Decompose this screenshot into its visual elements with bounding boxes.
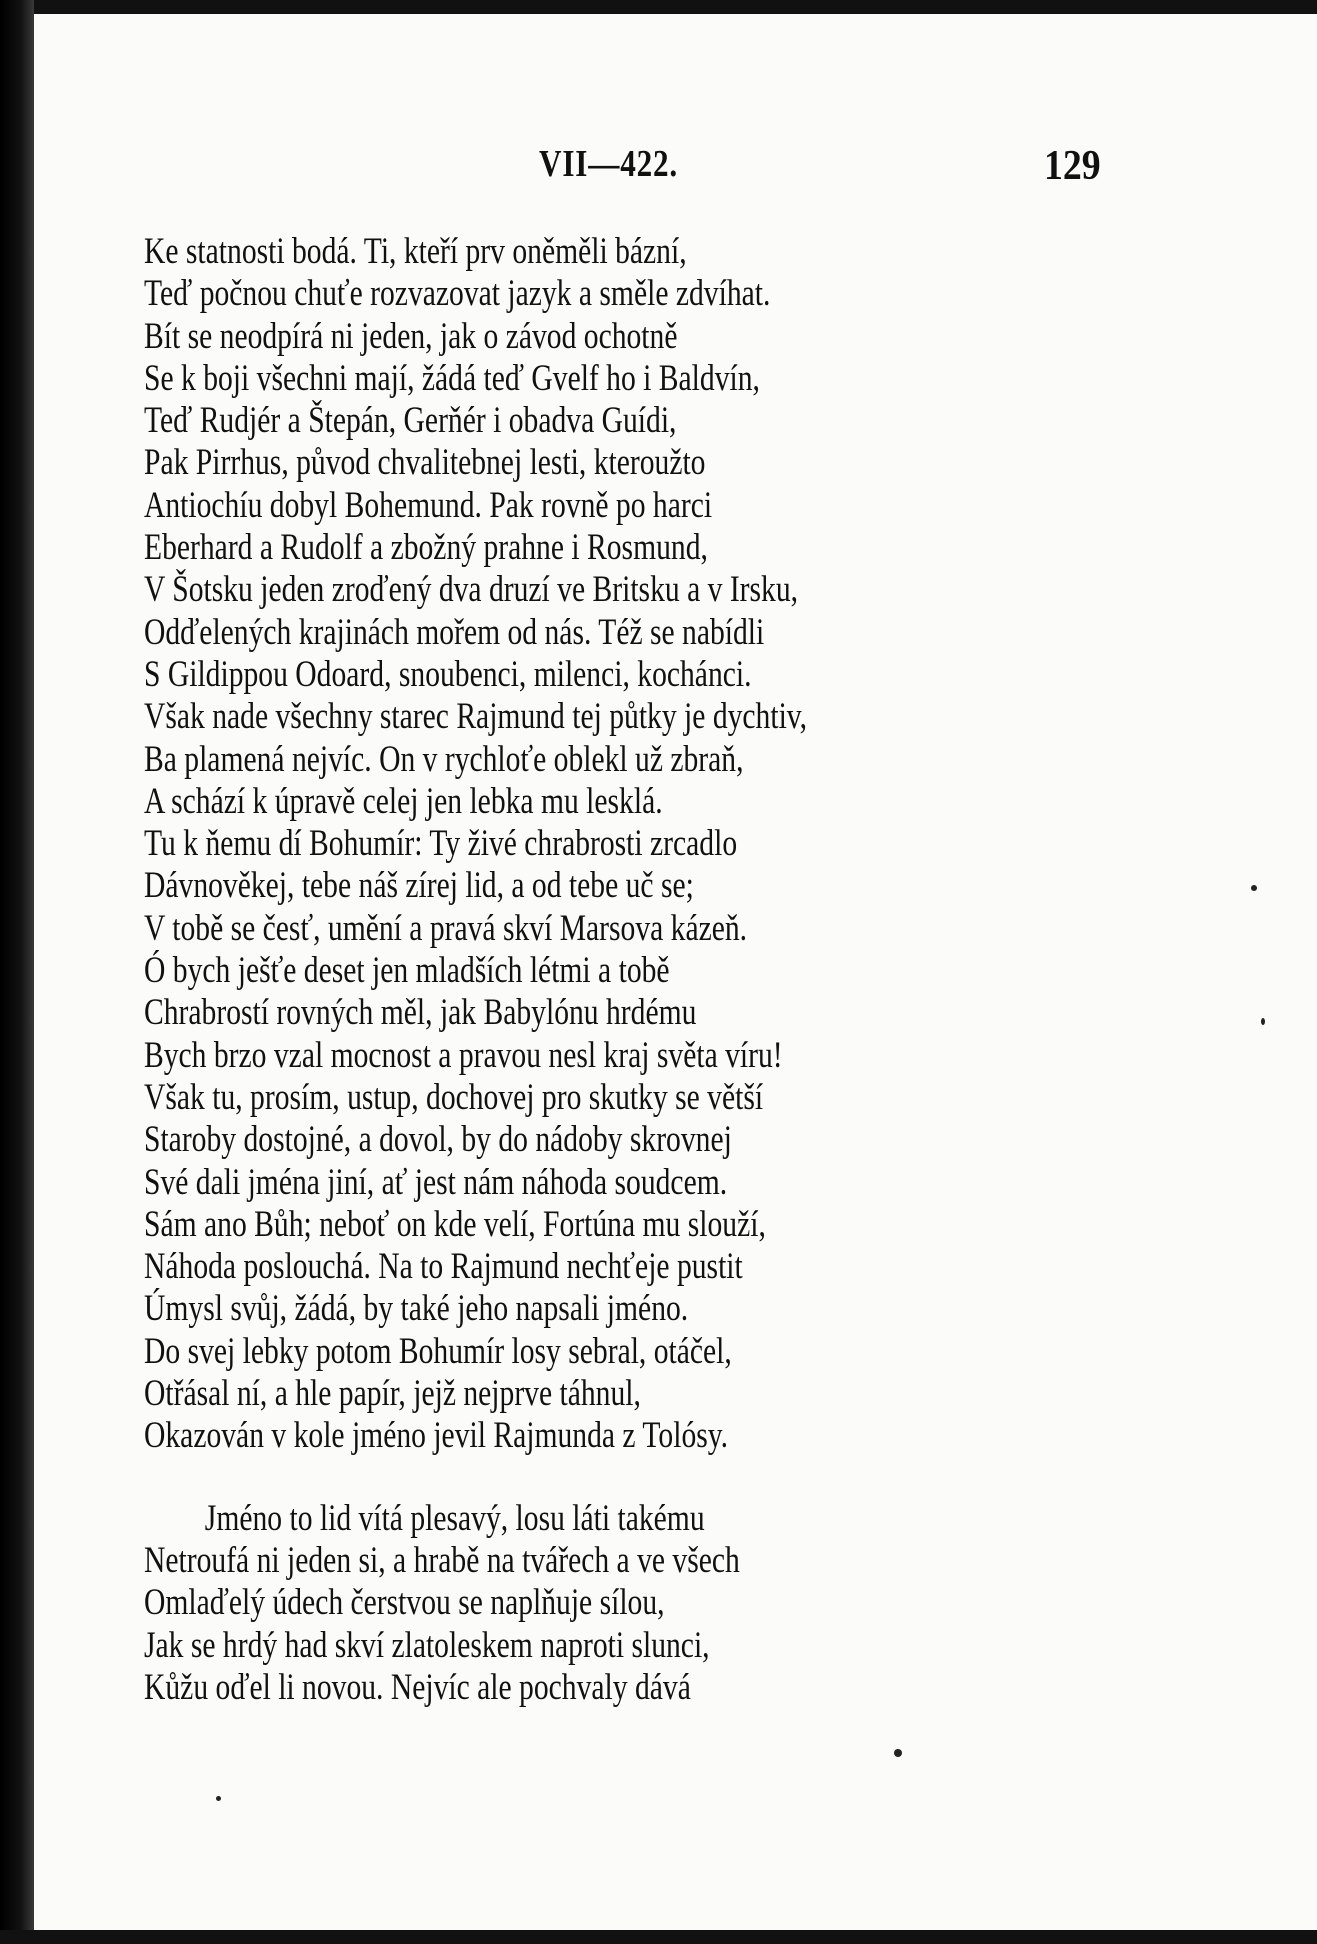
verse-line: Ó bych ješťe deset jen mladších létmi a tobě xyxy=(144,950,670,992)
verse-line: Tu k ňemu dí Bohumír: Ty živé chrabrosti zrcadlo xyxy=(144,823,738,865)
verse-line: A schází k úpravě celej jen lebka mu lesklá. xyxy=(144,780,663,822)
verse-line: Své dali jména jiní, ať jest nám náhoda soudcem. xyxy=(144,1161,728,1203)
verse-line: Úmysl svůj, žádá, by také jeho napsali jméno. xyxy=(144,1288,689,1330)
verse-line: Bych brzo vzal mocnost a pravou nesl kraj světa víru! xyxy=(144,1034,783,1076)
ink-speck xyxy=(216,1796,221,1801)
verse-line: Staroby dostojné, a dovol, by do nádoby skrovnej xyxy=(144,1119,732,1161)
verse-line: Teď Rudjér a Štepán, Gerňér i obadva Guídi, xyxy=(144,400,677,442)
verse-line: V Šotsku jeden zroďený dva druzí ve Britsku a v Irsku, xyxy=(144,569,799,611)
verse-line: Ba plamená nejvíc. On v rychloťe oblekl už zbraň, xyxy=(144,738,744,780)
verse-line: Otřásal ní, a hle papír, jejž nejprve táhnul, xyxy=(144,1373,641,1415)
book-page xyxy=(34,14,1317,1930)
verse-body xyxy=(144,231,1194,1709)
verse-line: Jak se hrdý had skví zlatoleskem naproti slunci, xyxy=(144,1624,710,1666)
ink-speck xyxy=(894,1749,902,1757)
verse-line: Teď počnou chuťe rozvazovat jazyk a směle zdvíhat. xyxy=(144,273,771,315)
verse-line: Kůžu oďel li novou. Nejvíc ale pochvaly dává xyxy=(144,1666,691,1708)
stanza xyxy=(144,1498,1194,1709)
verse-line: Eberhard a Rudolf a zbožný prahne i Rosmund, xyxy=(144,527,708,569)
verse-line: Okazován v kole jméno jevil Rajmunda z Tolósy. xyxy=(144,1415,729,1457)
verse-line: Ke statnosti bodá. Ti, kteří prv oněměli bázní, xyxy=(144,231,687,272)
verse-line: Náhoda poslouchá. Na to Rajmund nechťeje pustit xyxy=(144,1246,743,1288)
verse-line: Se k boji všechni mají, žádá teď Gvelf ho i Baldvín, xyxy=(144,357,760,399)
stanza xyxy=(144,231,1194,1458)
ink-speck xyxy=(1261,1018,1265,1025)
verse-line: Dávnověkej, tebe náš zírej lid, a od tebe uč se; xyxy=(144,865,694,907)
verse-line: Omlaďelý údech čerstvou se naplňuje sílou, xyxy=(144,1582,665,1624)
verse-line: Však nade všechny starec Rajmund tej půtky je dychtiv, xyxy=(144,696,808,738)
page-header xyxy=(34,134,1317,194)
scan-bottom-edge xyxy=(0,1930,1317,1944)
verse-line: Však tu, prosím, ustup, dochovej pro skutky se větší xyxy=(144,1076,764,1118)
stanza-gap xyxy=(144,1458,1194,1498)
verse-line: Odďelených krajinách mořem od nás. Též se nabídli xyxy=(144,611,765,653)
verse-line: Do svej lebky potom Bohumír losy sebral, otáčel, xyxy=(144,1330,732,1372)
ink-speck xyxy=(1251,885,1257,891)
verse-line: Sám ano Bůh; neboť on kde velí, Fortúna mu slouží, xyxy=(144,1203,766,1245)
running-head: VII—422. xyxy=(539,143,679,185)
page-number: 129 xyxy=(1044,143,1101,189)
verse-line: Netroufá ni jeden si, a hrabě na tvářech a ve všech xyxy=(144,1539,740,1581)
scan-top-edge xyxy=(0,0,1317,14)
verse-line: Jméno to lid vítá plesavý, losu láti takému xyxy=(204,1497,705,1539)
verse-line: Chrabrostí rovných měl, jak Babylónu hrdému xyxy=(144,992,697,1034)
verse-line: S Gildippou Odoard, snoubenci, milenci, kochánci. xyxy=(144,653,752,695)
verse-line: Bít se neodpírá ni jeden, jak o závod ochotně xyxy=(144,315,678,357)
scan-binding-edge xyxy=(0,0,34,1944)
verse-line: V tobě se česť, umění a pravá skví Marsova kázeň. xyxy=(144,907,748,949)
verse-line: Antiochíu dobyl Bohemund. Pak rovně po harci xyxy=(144,484,713,526)
verse-line: Pak Pirrhus, původ chvalitebnej lesti, kteroužto xyxy=(144,442,706,484)
